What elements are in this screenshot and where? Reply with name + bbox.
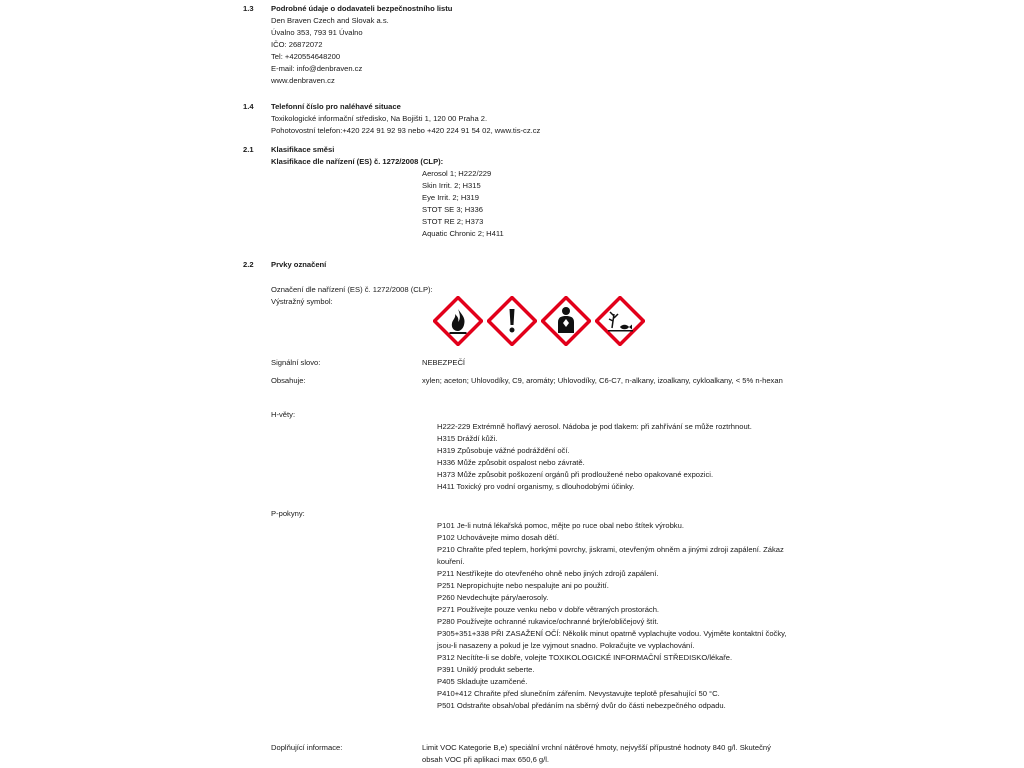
- p-statements-list: [437, 520, 797, 712]
- classification-item: Aerosol 1; H222/229: [422, 169, 492, 178]
- section-title-classification: Klasifikace směsi: [271, 145, 335, 154]
- classification-subtitle: Klasifikace dle nařízení (ES) č. 1272/2008 (CLP):: [271, 157, 444, 166]
- p-statements-label: P-pokyny:: [271, 509, 305, 518]
- contains-label: Obsahuje:: [271, 376, 306, 385]
- symbol-label: Výstražný symbol:: [271, 297, 333, 306]
- p-statement: P405 Skladujte uzamčené.: [437, 677, 528, 686]
- supplier-details: [271, 15, 389, 87]
- flame-pictogram-icon: [433, 296, 483, 346]
- h-statement: H411 Toxický pro vodní organismy, s dlouhodobými účinky.: [437, 482, 635, 491]
- supplier-line: Den Braven Czech and Slovak a.s.: [271, 16, 389, 25]
- clp-label: Označení dle nařízení (ES) č. 1272/2008 (CLP):: [271, 285, 433, 294]
- classification-item: STOT RE 2; H373: [422, 217, 484, 226]
- p-statement: P305+351+338 PŘI ZASAŽENÍ OČÍ: Několik minut opatrně vyplachujte vodou. Vyjměte kontaktní čočky, jsou-li nasazeny a pokud je lze vyjmout snadno. Pokračujte ve vyplachování.: [437, 629, 787, 650]
- classification-item: STOT SE 3; H336: [422, 205, 483, 214]
- hazard-pictograms: [433, 296, 645, 346]
- additional-info-label: Doplňující informace:: [271, 743, 343, 752]
- section-number-1-3: 1.3: [243, 4, 254, 13]
- p-statement: P280 Používejte ochranné rukavice/ochranné brýle/obličejový štít.: [437, 617, 659, 626]
- supplier-line: IČO: 26872072: [271, 40, 323, 49]
- section-title-supplier: Podrobné údaje o dodavateli bezpečnostního listu: [271, 4, 453, 13]
- signal-word-value: NEBEZPEČÍ: [422, 358, 466, 367]
- p-statement: P501 Odstraňte obsah/obal předáním na sběrný dvůr do části nebezpečného odpadu.: [437, 701, 726, 710]
- p-statement: P312 Necítíte-li se dobře, volejte TOXIKOLOGICKÉ INFORMAČNÍ STŘEDISKO/lékaře.: [437, 653, 733, 662]
- signal-word-label: Signální slovo:: [271, 358, 321, 367]
- h-statement: H315 Dráždí kůži.: [437, 434, 498, 443]
- health-hazard-pictogram-icon: [541, 296, 591, 346]
- supplier-line: www.denbraven.cz: [271, 76, 335, 85]
- classification-item: Eye Irrit. 2; H319: [422, 193, 479, 202]
- h-statement: H319 Způsobuje vážné podráždění očí.: [437, 446, 570, 455]
- h-statement: H222-229 Extrémně hořlavý aerosol. Nádoba je pod tlakem: při zahřívání se může roztrhnout.: [437, 422, 752, 431]
- supplier-line: Úvalno 353, 793 91 Úvalno: [271, 28, 363, 37]
- emergency-line: Pohotovostní telefon:+420 224 91 92 93 nebo +420 224 91 54 02, www.tis-cz.cz: [271, 126, 541, 135]
- section-title-label-elements: Prvky označení: [271, 260, 327, 269]
- emergency-details: [271, 113, 540, 137]
- p-statement: P260 Nevdechujte páry/aerosoly.: [437, 593, 549, 602]
- p-statement: P210 Chraňte před teplem, horkými povrchy, jiskrami, otevřeným ohněm a jinými zdroji zapálení. Zákaz kouření.: [437, 545, 784, 566]
- p-statement: P211 Nestříkejte do otevřeného ohně nebo jiných zdrojů zapálení.: [437, 569, 659, 578]
- classification-item: Skin Irrit. 2; H315: [422, 181, 481, 190]
- h-statements-label: H-věty:: [271, 410, 296, 419]
- p-statement: P391 Uniklý produkt seberte.: [437, 665, 535, 674]
- additional-info-value: Limit VOC Kategorie B,e) speciální vrchní nátěrové hmoty, nejvyšší přípustné hodnoty 840 g/l. Skutečný obsah VOC při aplikaci max 650,6 g/l.: [422, 743, 771, 764]
- classification-list: [422, 168, 504, 240]
- emergency-line: Toxikologické informační středisko, Na Bojišti 1, 120 00 Praha 2.: [271, 114, 488, 123]
- classification-item: Aquatic Chronic 2; H411: [422, 229, 504, 238]
- p-statement: P102 Uchovávejte mimo dosah dětí.: [437, 533, 559, 542]
- section-title-emergency: Telefonní číslo pro naléhavé situace: [271, 102, 401, 111]
- section-number-1-4: 1.4: [243, 102, 254, 111]
- h-statement: H373 Může způsobit poškození orgánů při prodloužené nebo opakované expozici.: [437, 470, 714, 479]
- p-statement: P101 Je-li nutná lékařská pomoc, mějte po ruce obal nebo štítek výrobku.: [437, 521, 684, 530]
- section-number-2-1: 2.1: [243, 145, 254, 154]
- environment-pictogram-icon: [595, 296, 645, 346]
- supplier-line: E-mail: info@denbraven.cz: [271, 64, 363, 73]
- p-statement: P410+412 Chraňte před slunečním zářením. Nevystavujte teplotě přesahující 50 °C.: [437, 689, 720, 698]
- p-statement: P251 Nepropichujte nebo nespalujte ani po použití.: [437, 581, 609, 590]
- h-statement: H336 Může způsobit ospalost nebo závratě.: [437, 458, 585, 467]
- contains-value: xylen; aceton; Uhlovodíky, C9, aromáty; Uhlovodíky, C6-C7, n-alkany, izoalkany, cykloalkany, < 5% n-hexan: [422, 376, 783, 385]
- exclamation-pictogram-icon: [487, 296, 537, 346]
- h-statements-list: [437, 421, 797, 493]
- p-statement: P271 Používejte pouze venku nebo v dobře větraných prostorách.: [437, 605, 660, 614]
- section-number-2-2: 2.2: [243, 260, 254, 269]
- supplier-line: Tel: +420554648200: [271, 52, 341, 61]
